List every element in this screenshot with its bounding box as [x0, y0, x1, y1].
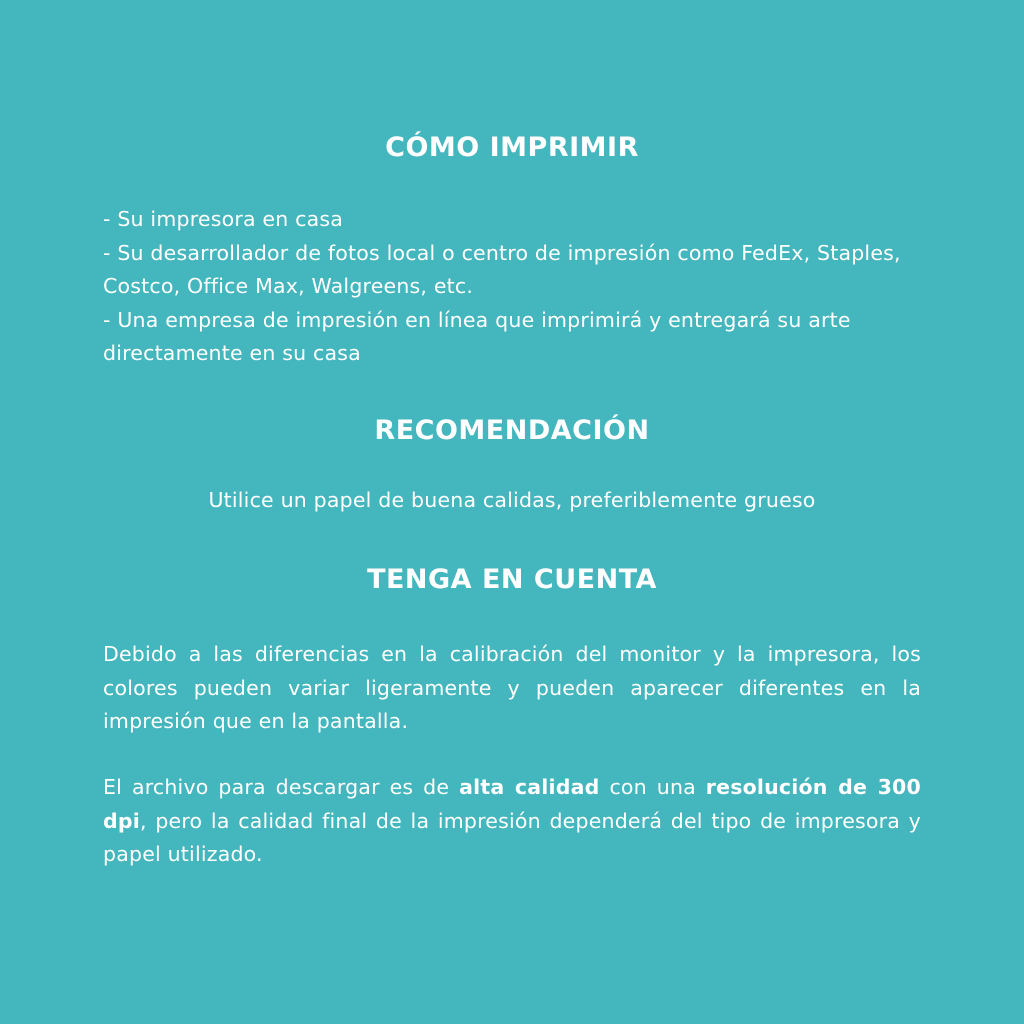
heading-recomendacion: RECOMENDACIÓN	[374, 415, 650, 446]
list-item: - Una empresa de impresión en línea que imprimirá y entregará su arte directamente en su casa	[103, 307, 851, 365]
list-item: - Su impresora en casa	[103, 207, 344, 231]
note-paragraph-quality	[103, 771, 921, 872]
print-options-list	[103, 203, 933, 371]
note-paragraph-colors: Debido a las diferencias en la calibración del monitor y la impresora, los colores pueden variar ligeramente y pueden aparecer diferentes en la impresión que en la pantalla.	[103, 642, 921, 733]
quality-text-part: con una	[599, 775, 706, 799]
quality-highlight-alta-calidad: alta calidad	[459, 775, 600, 799]
quality-text-part: El archivo para descargar es de	[103, 775, 460, 799]
recommendation-text: Utilice un papel de buena calidas, preferiblemente grueso	[208, 488, 816, 512]
quality-highlight-resolucion: resolución de 300 dpi	[103, 775, 921, 833]
heading-tenga-en-cuenta: TENGA EN CUENTA	[367, 564, 657, 595]
heading-como-imprimir: CÓMO IMPRIMIR	[385, 132, 639, 163]
list-item: - Su desarrollador de fotos local o centro de impresión como FedEx, Staples, Costco, Office Max, Walgreens, etc.	[103, 240, 901, 298]
quality-text-part: , pero la calidad final de la impresión dependerá del tipo de impresora y papel utilizado.	[103, 808, 921, 866]
